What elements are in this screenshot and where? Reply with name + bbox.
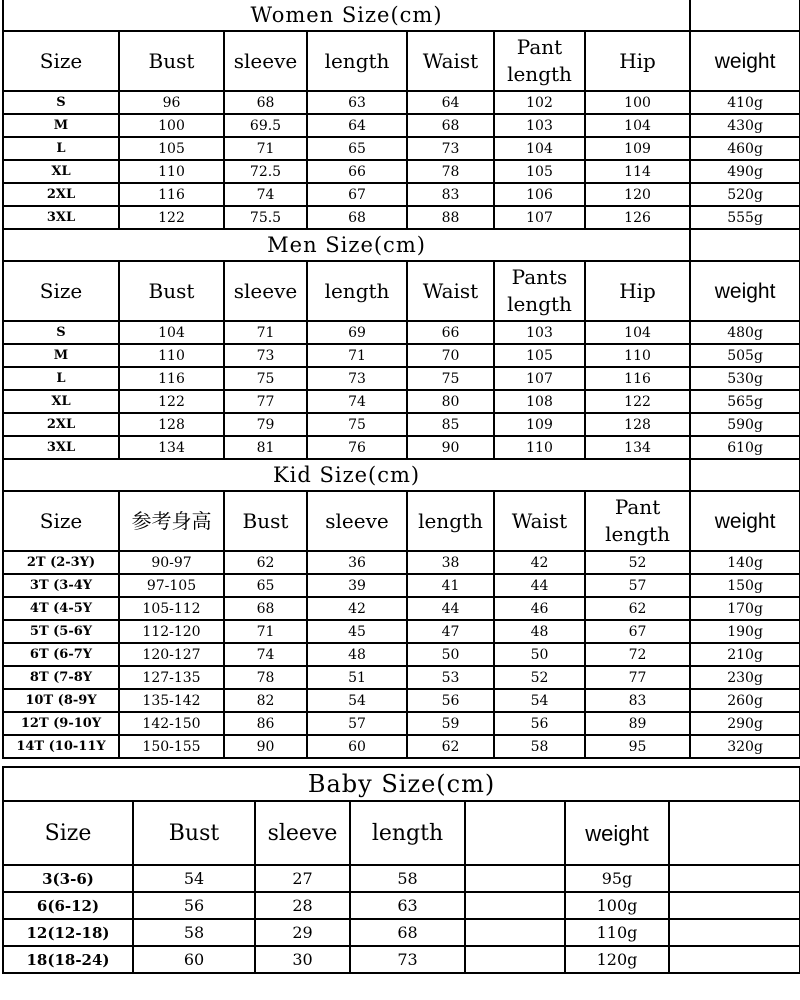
kid-value-cell: 142-150 (119, 712, 224, 735)
baby-value-cell (465, 865, 565, 892)
kid-value-cell: 86 (224, 712, 307, 735)
men-value-cell: 73 (307, 367, 407, 390)
kid-value-cell: 90-97 (119, 551, 224, 574)
baby-title-row (3, 767, 800, 801)
women-value-cell: 69.5 (224, 114, 307, 137)
women-value-cell: 104 (585, 114, 690, 137)
baby-value-cell: 95g (565, 865, 669, 892)
women-table-row (3, 114, 800, 137)
men-value-cell: 530g (690, 367, 800, 390)
kid-value-cell: 89 (585, 712, 690, 735)
women-column-header: length (307, 31, 407, 91)
men-value-cell: 110 (494, 436, 585, 459)
kid-header-row (3, 491, 800, 551)
kid-column-header: sleeve (307, 491, 407, 551)
men-value-cell: 81 (224, 436, 307, 459)
men-section-title: Men Size(cm) (3, 229, 690, 261)
women-size-cell: L (3, 137, 119, 160)
kid-value-cell: 57 (585, 574, 690, 597)
men-column-header: Waist (407, 261, 494, 321)
women-table-row (3, 91, 800, 114)
kid-value-cell: 83 (585, 689, 690, 712)
women-value-cell: 67 (307, 183, 407, 206)
men-size-cell: L (3, 367, 119, 390)
women-value-cell: 100 (585, 91, 690, 114)
kid-value-cell: 71 (224, 620, 307, 643)
men-value-cell: 134 (585, 436, 690, 459)
men-value-cell: 590g (690, 413, 800, 436)
kid-value-cell: 53 (407, 666, 494, 689)
men-column-header: length (307, 261, 407, 321)
men-value-cell: 480g (690, 321, 800, 344)
kid-value-cell: 48 (307, 643, 407, 666)
men-title-blank-cell (690, 229, 800, 261)
men-value-cell: 75 (307, 413, 407, 436)
baby-size-table (2, 766, 800, 974)
kid-value-cell: 45 (307, 620, 407, 643)
kid-value-cell: 46 (494, 597, 585, 620)
kid-value-cell: 135-142 (119, 689, 224, 712)
kid-value-cell: 62 (585, 597, 690, 620)
baby-value-cell: 120g (565, 946, 669, 973)
baby-size-cell: 3(3-6) (3, 865, 133, 892)
kid-table-row (3, 712, 800, 735)
kid-value-cell: 105-112 (119, 597, 224, 620)
men-value-cell: 85 (407, 413, 494, 436)
women-column-header: sleeve (224, 31, 307, 91)
kid-size-cell: 14T (10-11Y (3, 735, 119, 758)
baby-column-header: weight (565, 801, 669, 865)
baby-value-cell (669, 865, 800, 892)
kid-value-cell: 65 (224, 574, 307, 597)
men-header-row (3, 261, 800, 321)
men-title-row (3, 229, 800, 261)
baby-section-title: Baby Size(cm) (3, 767, 800, 801)
kid-value-cell: 58 (494, 735, 585, 758)
baby-column-header: Size (3, 801, 133, 865)
kid-value-cell: 90 (224, 735, 307, 758)
men-value-cell: 109 (494, 413, 585, 436)
women-value-cell: 64 (407, 91, 494, 114)
men-value-cell: 110 (119, 344, 224, 367)
baby-header-row (3, 801, 800, 865)
kid-table-row (3, 574, 800, 597)
men-value-cell: 79 (224, 413, 307, 436)
men-value-cell: 71 (224, 321, 307, 344)
men-value-cell: 103 (494, 321, 585, 344)
women-value-cell: 65 (307, 137, 407, 160)
women-title-blank-cell (690, 0, 800, 31)
women-size-cell: M (3, 114, 119, 137)
women-column-header: Hip (585, 31, 690, 91)
kid-value-cell: 230g (690, 666, 800, 689)
women-value-cell: 105 (494, 160, 585, 183)
men-size-cell: XL (3, 390, 119, 413)
women-column-header: Bust (119, 31, 224, 91)
women-value-cell: 102 (494, 91, 585, 114)
women-value-cell: 68 (407, 114, 494, 137)
women-value-cell: 71 (224, 137, 307, 160)
baby-value-cell: 30 (255, 946, 350, 973)
kid-size-cell: 12T (9-10Y (3, 712, 119, 735)
kid-value-cell: 290g (690, 712, 800, 735)
kid-value-cell: 52 (585, 551, 690, 574)
kid-value-cell: 39 (307, 574, 407, 597)
men-value-cell: 565g (690, 390, 800, 413)
women-value-cell: 114 (585, 160, 690, 183)
women-size-cell: S (3, 91, 119, 114)
kid-value-cell: 41 (407, 574, 494, 597)
women-table-row (3, 137, 800, 160)
kid-value-cell: 67 (585, 620, 690, 643)
kid-value-cell: 190g (690, 620, 800, 643)
men-value-cell: 104 (119, 321, 224, 344)
men-value-cell: 107 (494, 367, 585, 390)
size-chart-main (2, 0, 800, 759)
men-value-cell: 110 (585, 344, 690, 367)
kid-title-blank-cell (690, 459, 800, 491)
kid-value-cell: 74 (224, 643, 307, 666)
baby-value-cell: 73 (350, 946, 465, 973)
men-value-cell: 128 (119, 413, 224, 436)
men-value-cell: 122 (585, 390, 690, 413)
men-table-row (3, 413, 800, 436)
men-table-row (3, 367, 800, 390)
men-value-cell: 75 (407, 367, 494, 390)
women-value-cell: 68 (307, 206, 407, 229)
women-value-cell: 74 (224, 183, 307, 206)
baby-value-cell: 63 (350, 892, 465, 919)
men-value-cell: 610g (690, 436, 800, 459)
women-value-cell: 104 (494, 137, 585, 160)
kid-value-cell: 127-135 (119, 666, 224, 689)
kid-section-title: Kid Size(cm) (3, 459, 690, 491)
men-column-header: Bust (119, 261, 224, 321)
men-value-cell: 108 (494, 390, 585, 413)
baby-value-cell: 29 (255, 919, 350, 946)
women-value-cell: 109 (585, 137, 690, 160)
kid-value-cell: 95 (585, 735, 690, 758)
men-column-header: sleeve (224, 261, 307, 321)
women-value-cell: 122 (119, 206, 224, 229)
baby-column-header: length (350, 801, 465, 865)
men-table-row (3, 321, 800, 344)
kid-value-cell: 44 (407, 597, 494, 620)
baby-value-cell: 60 (133, 946, 255, 973)
kid-column-header: 参考身高 (119, 491, 224, 551)
men-value-cell: 90 (407, 436, 494, 459)
men-value-cell: 74 (307, 390, 407, 413)
kid-column-header: Waist (494, 491, 585, 551)
kid-value-cell: 120-127 (119, 643, 224, 666)
women-value-cell: 460g (690, 137, 800, 160)
men-column-header: Pants length (494, 261, 585, 321)
men-value-cell: 116 (119, 367, 224, 390)
kid-value-cell: 50 (407, 643, 494, 666)
men-size-cell: 2XL (3, 413, 119, 436)
women-value-cell: 100 (119, 114, 224, 137)
kid-column-header: Pant length (585, 491, 690, 551)
men-size-cell: M (3, 344, 119, 367)
women-value-cell: 103 (494, 114, 585, 137)
women-table-row (3, 160, 800, 183)
men-value-cell: 71 (307, 344, 407, 367)
women-value-cell: 120 (585, 183, 690, 206)
women-table-row (3, 206, 800, 229)
kid-value-cell: 112-120 (119, 620, 224, 643)
baby-value-cell: 28 (255, 892, 350, 919)
kid-size-cell: 10T (8-9Y (3, 689, 119, 712)
kid-value-cell: 170g (690, 597, 800, 620)
baby-value-cell: 68 (350, 919, 465, 946)
men-value-cell: 73 (224, 344, 307, 367)
men-table-row (3, 436, 800, 459)
baby-value-cell (465, 892, 565, 919)
women-value-cell: 116 (119, 183, 224, 206)
baby-value-cell: 58 (350, 865, 465, 892)
baby-column-header (669, 801, 800, 865)
men-size-cell: 3XL (3, 436, 119, 459)
baby-value-cell: 54 (133, 865, 255, 892)
men-value-cell: 66 (407, 321, 494, 344)
baby-table-row (3, 919, 800, 946)
kid-value-cell: 54 (307, 689, 407, 712)
kid-title-row (3, 459, 800, 491)
women-value-cell: 66 (307, 160, 407, 183)
women-value-cell: 110 (119, 160, 224, 183)
baby-value-cell: 56 (133, 892, 255, 919)
baby-value-cell: 110g (565, 919, 669, 946)
men-column-header: Size (3, 261, 119, 321)
kid-value-cell: 47 (407, 620, 494, 643)
kid-value-cell: 51 (307, 666, 407, 689)
women-value-cell: 430g (690, 114, 800, 137)
men-value-cell: 70 (407, 344, 494, 367)
women-size-cell: XL (3, 160, 119, 183)
women-section-title: Women Size(cm) (3, 0, 690, 31)
women-header-row (3, 31, 800, 91)
women-value-cell: 96 (119, 91, 224, 114)
kid-column-header: Bust (224, 491, 307, 551)
women-value-cell: 83 (407, 183, 494, 206)
baby-value-cell (669, 946, 800, 973)
kid-value-cell: 38 (407, 551, 494, 574)
women-value-cell: 73 (407, 137, 494, 160)
kid-value-cell: 60 (307, 735, 407, 758)
men-value-cell: 116 (585, 367, 690, 390)
kid-value-cell: 78 (224, 666, 307, 689)
women-value-cell: 410g (690, 91, 800, 114)
men-column-header: Hip (585, 261, 690, 321)
baby-table-row (3, 865, 800, 892)
baby-value-cell (669, 892, 800, 919)
women-value-cell: 75.5 (224, 206, 307, 229)
kid-value-cell: 56 (494, 712, 585, 735)
women-value-cell: 88 (407, 206, 494, 229)
kid-value-cell: 82 (224, 689, 307, 712)
kid-value-cell: 62 (224, 551, 307, 574)
women-size-cell: 3XL (3, 206, 119, 229)
women-value-cell: 106 (494, 183, 585, 206)
women-table-row (3, 183, 800, 206)
kid-value-cell: 210g (690, 643, 800, 666)
kid-value-cell: 42 (307, 597, 407, 620)
baby-value-cell (465, 946, 565, 973)
baby-value-cell: 58 (133, 919, 255, 946)
baby-table-row (3, 892, 800, 919)
kid-size-cell: 3T (3-4Y (3, 574, 119, 597)
baby-size-cell: 12(12-18) (3, 919, 133, 946)
kid-table-row (3, 666, 800, 689)
women-value-cell: 64 (307, 114, 407, 137)
men-value-cell: 134 (119, 436, 224, 459)
women-size-cell: 2XL (3, 183, 119, 206)
women-value-cell: 555g (690, 206, 800, 229)
kid-value-cell: 260g (690, 689, 800, 712)
baby-table-row (3, 946, 800, 973)
men-value-cell: 76 (307, 436, 407, 459)
kid-value-cell: 59 (407, 712, 494, 735)
kid-value-cell: 320g (690, 735, 800, 758)
baby-value-cell (669, 919, 800, 946)
kid-value-cell: 57 (307, 712, 407, 735)
women-title-row (3, 0, 800, 31)
women-value-cell: 63 (307, 91, 407, 114)
kid-table-row (3, 735, 800, 758)
kid-value-cell: 72 (585, 643, 690, 666)
women-value-cell: 520g (690, 183, 800, 206)
men-value-cell: 80 (407, 390, 494, 413)
kid-size-cell: 8T (7-8Y (3, 666, 119, 689)
kid-value-cell: 150g (690, 574, 800, 597)
men-table-row (3, 344, 800, 367)
kid-value-cell: 50 (494, 643, 585, 666)
kid-size-cell: 5T (5-6Y (3, 620, 119, 643)
kid-value-cell: 42 (494, 551, 585, 574)
men-value-cell: 75 (224, 367, 307, 390)
men-value-cell: 77 (224, 390, 307, 413)
baby-size-cell: 6(6-12) (3, 892, 133, 919)
kid-size-cell: 6T (6-7Y (3, 643, 119, 666)
women-value-cell: 490g (690, 160, 800, 183)
kid-value-cell: 140g (690, 551, 800, 574)
kid-column-header: Size (3, 491, 119, 551)
kid-table-row (3, 689, 800, 712)
kid-value-cell: 97-105 (119, 574, 224, 597)
kid-table-row (3, 551, 800, 574)
baby-column-header: Bust (133, 801, 255, 865)
baby-value-cell: 100g (565, 892, 669, 919)
men-column-header: weight (690, 261, 800, 321)
baby-column-header (465, 801, 565, 865)
kid-table-row (3, 597, 800, 620)
kid-column-header: length (407, 491, 494, 551)
men-value-cell: 505g (690, 344, 800, 367)
men-value-cell: 104 (585, 321, 690, 344)
kid-value-cell: 44 (494, 574, 585, 597)
kid-value-cell: 54 (494, 689, 585, 712)
women-column-header: Size (3, 31, 119, 91)
baby-value-cell (465, 919, 565, 946)
men-value-cell: 122 (119, 390, 224, 413)
women-column-header: weight (690, 31, 800, 91)
women-value-cell: 68 (224, 91, 307, 114)
women-column-header: Waist (407, 31, 494, 91)
men-value-cell: 128 (585, 413, 690, 436)
kid-value-cell: 48 (494, 620, 585, 643)
kid-value-cell: 150-155 (119, 735, 224, 758)
baby-value-cell: 27 (255, 865, 350, 892)
kid-value-cell: 68 (224, 597, 307, 620)
baby-column-header: sleeve (255, 801, 350, 865)
kid-value-cell: 36 (307, 551, 407, 574)
kid-size-cell: 4T (4-5Y (3, 597, 119, 620)
kid-value-cell: 77 (585, 666, 690, 689)
women-value-cell: 105 (119, 137, 224, 160)
kid-value-cell: 52 (494, 666, 585, 689)
women-value-cell: 72.5 (224, 160, 307, 183)
women-value-cell: 78 (407, 160, 494, 183)
women-column-header: Pant length (494, 31, 585, 91)
kid-size-cell: 2T (2-3Y) (3, 551, 119, 574)
men-table-row (3, 390, 800, 413)
kid-column-header: weight (690, 491, 800, 551)
men-size-cell: S (3, 321, 119, 344)
women-value-cell: 126 (585, 206, 690, 229)
kid-table-row (3, 620, 800, 643)
men-value-cell: 69 (307, 321, 407, 344)
kid-table-row (3, 643, 800, 666)
kid-value-cell: 56 (407, 689, 494, 712)
baby-size-cell: 18(18-24) (3, 946, 133, 973)
kid-value-cell: 62 (407, 735, 494, 758)
women-value-cell: 107 (494, 206, 585, 229)
men-value-cell: 105 (494, 344, 585, 367)
